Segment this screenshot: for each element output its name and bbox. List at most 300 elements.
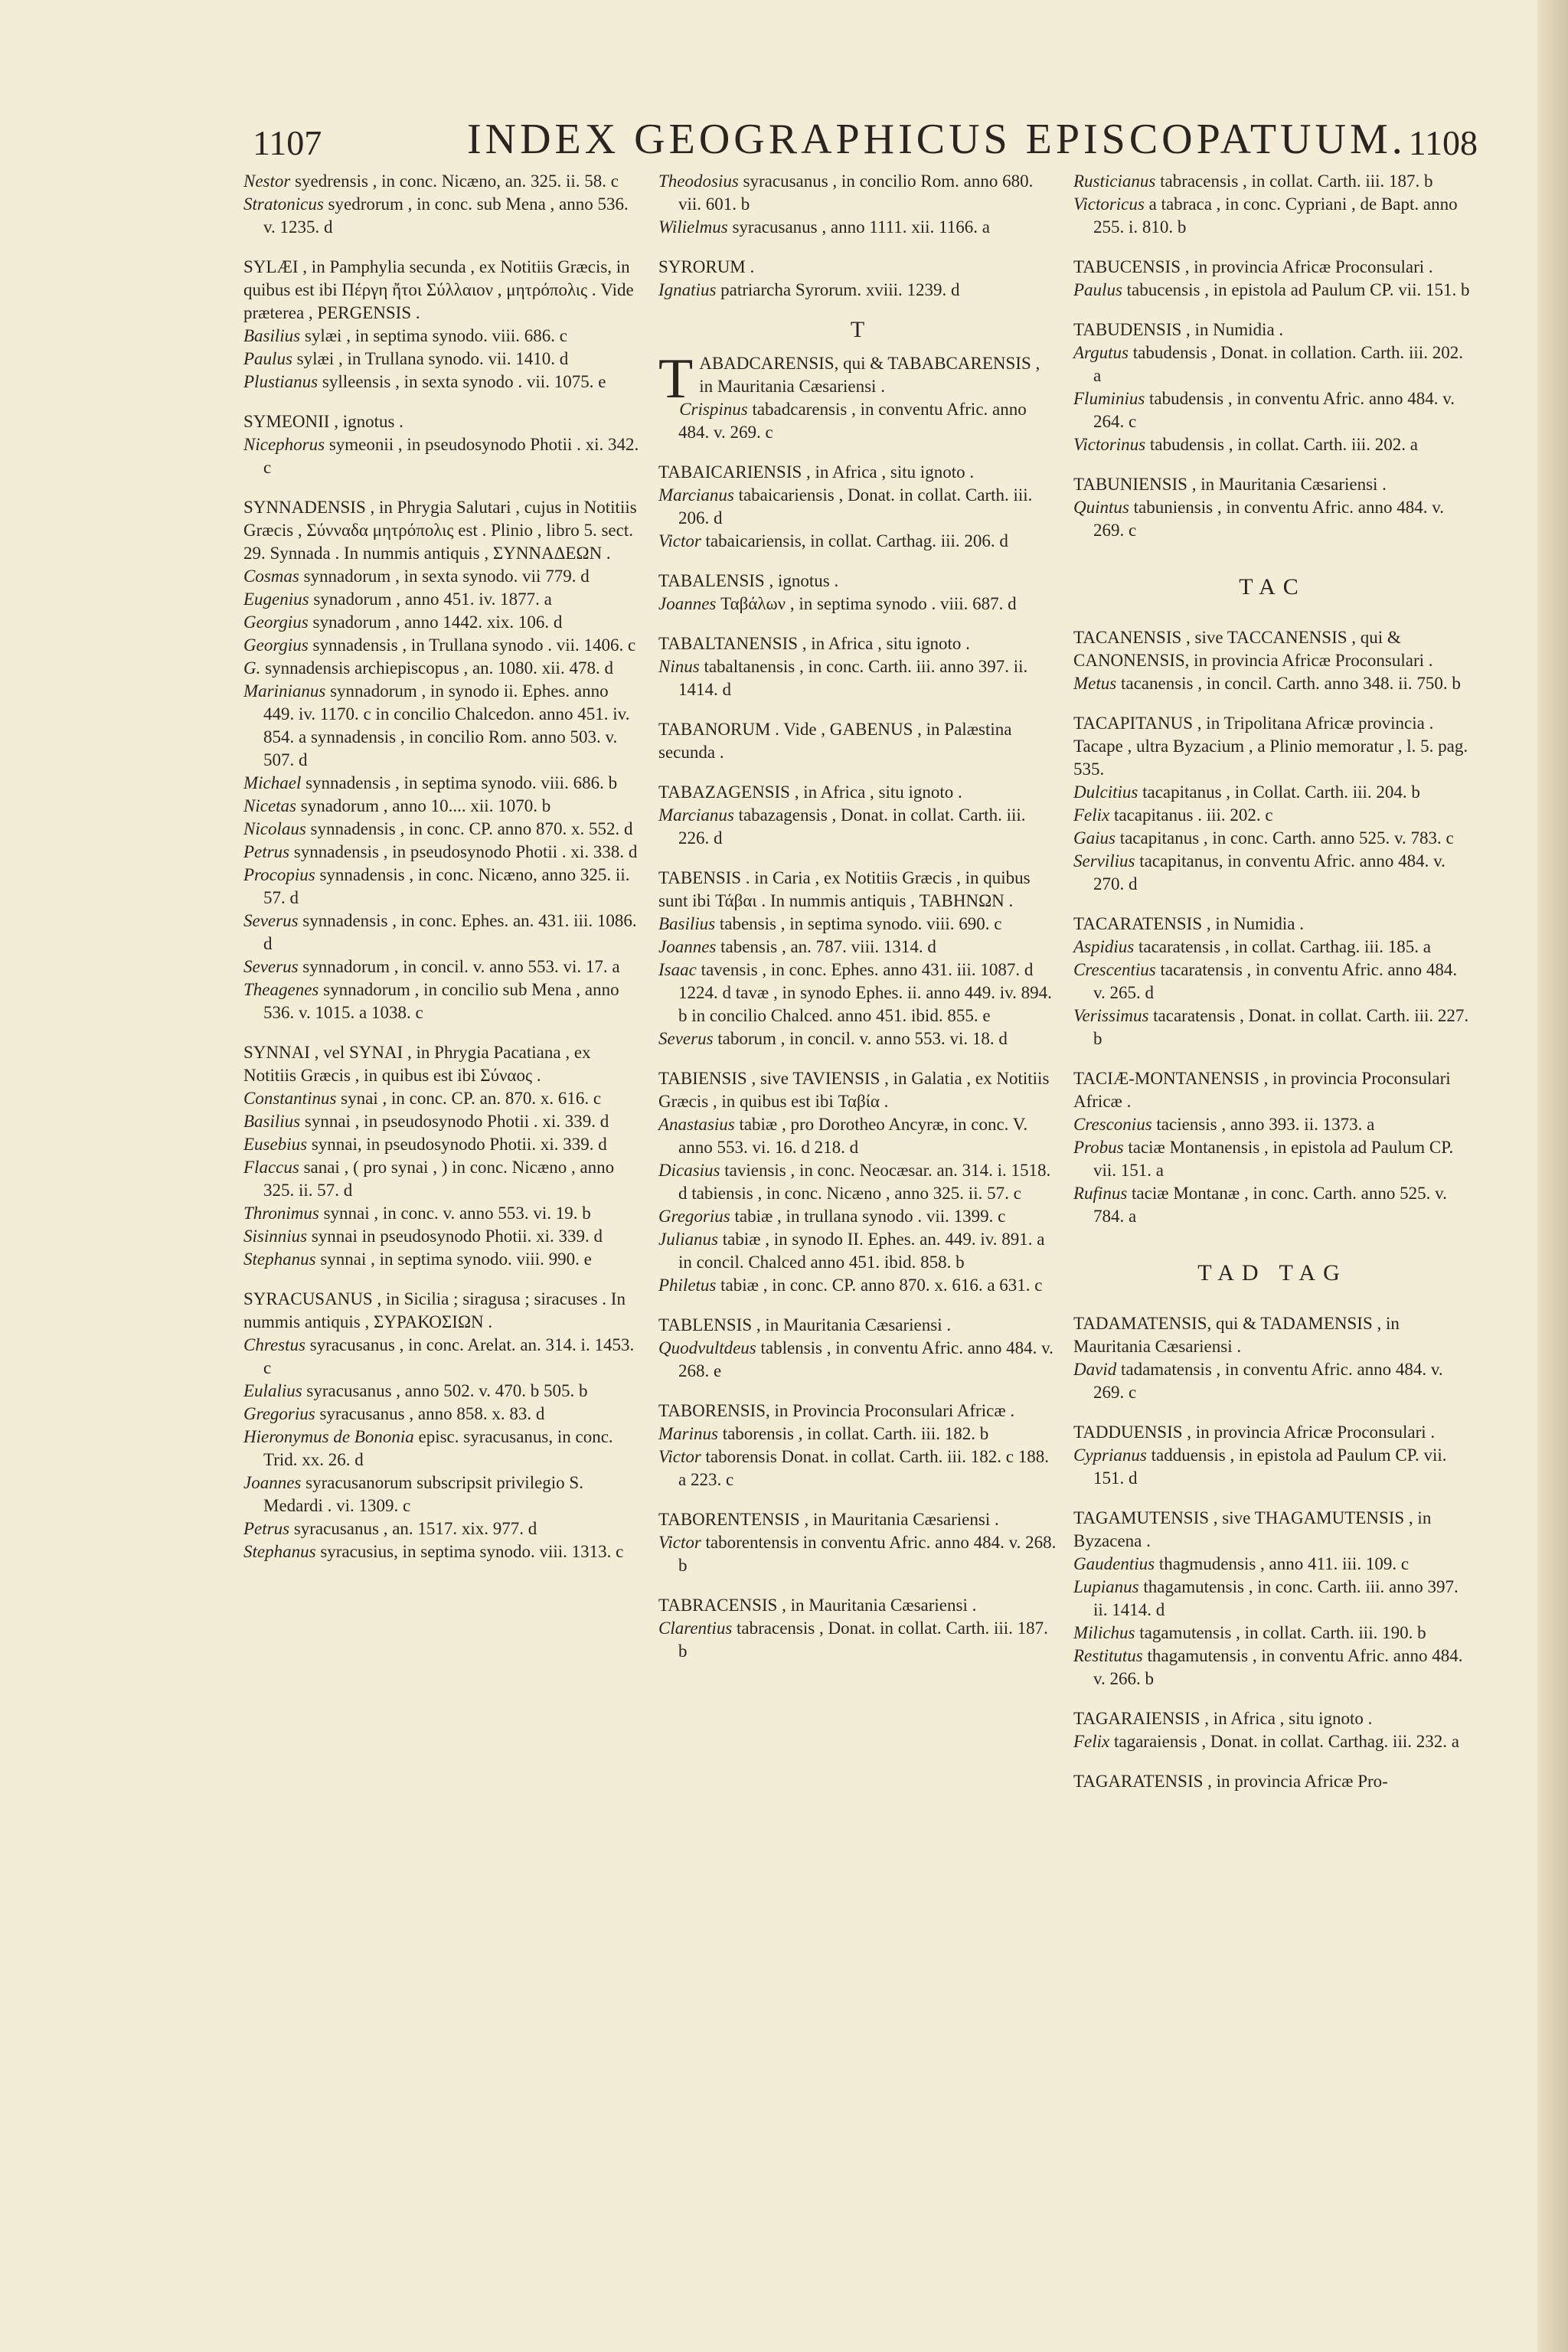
- bishop-citation: [658, 530, 1057, 553]
- citation-text: sanai , ( pro synai , ) in conc. Nicæno , anno 325. ii. 57. d: [263, 1158, 615, 1200]
- bishop-name: Fluminius: [1073, 389, 1145, 408]
- bishop-citation: [658, 1531, 1057, 1577]
- bishop-citation: [243, 1334, 642, 1380]
- citation-text: synnai, in pseudosynodo Photii. xi. 339. d: [307, 1135, 607, 1154]
- citation-text: tacanensis , in concil. Carth. anno 348. ii. 750. b: [1116, 674, 1461, 693]
- bishop-citation: [243, 193, 642, 239]
- entry-heading-text: SYRORUM .: [658, 257, 755, 276]
- bishop-name: Marinus: [658, 1424, 718, 1443]
- citation-text: synnadorum , in concil. v. anno 553. vi. 17. a: [298, 957, 620, 976]
- bishop-name: Joannes: [658, 594, 717, 613]
- bishop-citation: [658, 1027, 1057, 1050]
- citation-text: syedrorum , in conc. sub Mena , anno 536. v. 1235. d: [263, 194, 629, 237]
- bishop-name: Crispinus: [679, 400, 748, 419]
- citation-text: synnadensis archiepiscopus , an. 1080. xii. 478. d: [260, 658, 613, 678]
- citation-text: taciæ Montanæ , in conc. Carth. anno 525. v. 784. a: [1093, 1184, 1447, 1226]
- bishop-name: Hieronymus de Bononia: [243, 1427, 414, 1446]
- entry-headword: [658, 570, 1057, 593]
- bishop-name: Anastasius: [658, 1115, 735, 1134]
- citation-text: Ταβάλων , in septima synodo . viii. 687. d: [716, 594, 1017, 613]
- citation-text: synnadorum , in synodo ii. Ephes. anno 449. iv. 1170. c in concilio Chalcedon. anno 451. iv. 854. a synnadensis , in concilio Rom. anno 503. v. 507. d: [263, 681, 630, 769]
- bishop-name: Petrus: [243, 842, 290, 861]
- index-entry: [658, 170, 1057, 239]
- citation-text: tabudensis , Donat. in collation. Carth. iii. 202. a: [1093, 343, 1463, 385]
- citation-text: synnadensis , in conc. Nicæno, anno 325. ii. 57. d: [263, 865, 630, 907]
- citation-text: thagamutensis , in conc. Carth. iii. anno 397. ii. 1414. d: [1093, 1577, 1459, 1619]
- bishop-citation: [243, 348, 642, 371]
- bishop-name: Victor: [658, 531, 701, 550]
- bishop-name: Lupianus: [1073, 1577, 1139, 1596]
- bishop-citation: [243, 1403, 642, 1426]
- entry-headword: [1073, 318, 1472, 341]
- section-heading: TAD TAG: [1197, 1260, 1348, 1285]
- entry-heading-text: TABUCENSIS , in provincia Africæ Proconsulari .: [1073, 257, 1433, 276]
- index-entry: [243, 410, 642, 479]
- entry-heading-text: SYNNADENSIS , in Phrygia Salutari , cujus in Notitiis Græcis , Σύνναδα μητρόπολις est . Plinio , libro 5. sect. 29. Synnada . In nummis antiquis , ΣΥΝΝΑΔΕΩΝ .: [243, 498, 637, 563]
- citation-text: syracusanorum subscripsit privilegio S. Medardi . vi. 1309. c: [263, 1473, 583, 1515]
- bishop-citation: [1073, 341, 1472, 387]
- bishop-citation: [243, 371, 642, 394]
- bishop-citation: [243, 978, 642, 1024]
- bishop-citation: [243, 818, 642, 841]
- entry-headword: [658, 1508, 1057, 1531]
- bishop-citation: [243, 1426, 642, 1472]
- entry-heading-text: TABAZAGENSIS , in Africa , situ ignoto .: [658, 782, 962, 802]
- bishop-name: Michael: [243, 773, 302, 792]
- bishop-citation: [658, 1337, 1057, 1383]
- index-entry: [658, 867, 1057, 1050]
- citation-text: syracusius, in septima synodo. viii. 1313. c: [315, 1542, 624, 1561]
- entry-headword: [1073, 1770, 1472, 1793]
- citation-text: synnadensis , in pseudosynodo Photii . xi. 338. d: [289, 842, 638, 861]
- index-entry: [1073, 1421, 1472, 1490]
- citation-text: synnadensis , in conc. Ephes. an. 431. iii. 1086. d: [263, 911, 637, 953]
- bishop-citation: [243, 1225, 642, 1248]
- entry-headword: [1073, 913, 1472, 936]
- citation-text: synnadensis , in conc. CP. anno 870. x. 552. d: [305, 819, 633, 838]
- bishop-citation: [243, 1517, 642, 1540]
- entry-heading-text: TABLENSIS , in Mauritania Cæsariensi .: [658, 1315, 952, 1334]
- bishop-name: Wilielmus: [658, 217, 728, 237]
- citation-text: synnadensis , in septima synodo. viii. 686. b: [301, 773, 618, 792]
- index-entry: [243, 256, 642, 394]
- bishop-name: Restitutus: [1073, 1646, 1143, 1665]
- bishop-citation: [658, 936, 1057, 959]
- index-entry: [243, 1041, 642, 1271]
- entry-headword: [1073, 256, 1472, 279]
- entry-heading-text: TACIÆ-MONTANENSIS , in provincia Proconsulari Africæ .: [1073, 1069, 1451, 1111]
- index-entry: [1073, 1770, 1472, 1793]
- bishop-citation: [658, 1274, 1057, 1297]
- index-column-1: [243, 170, 642, 1580]
- citation-text: tabiæ , pro Dorotheo Ancyræ, in conc. V. anno 553. vi. 16. d 218. d: [678, 1115, 1028, 1157]
- entry-heading-text: SYRACUSANUS , in Sicilia ; siragusa ; siracuses . In nummis antiquis , ΣΥΡΑΚΟΣΙΩΝ .: [243, 1289, 626, 1331]
- entry-headword: [1073, 1312, 1472, 1358]
- entry-headword: [243, 256, 642, 325]
- bishop-name: Rusticianus: [1073, 172, 1156, 191]
- entry-heading-text: TABAICARIENSIS , in Africa , situ ignoto .: [658, 462, 975, 482]
- entry-headword: [243, 1041, 642, 1087]
- index-entry: [658, 1400, 1057, 1491]
- bishop-citation: [243, 795, 642, 818]
- running-header: [253, 115, 1478, 168]
- bishop-name: G.: [243, 658, 261, 678]
- bishop-name: Isaac: [658, 960, 697, 979]
- bishop-name: Rufinus: [1073, 1184, 1128, 1203]
- bishop-name: Victor: [658, 1533, 701, 1552]
- citation-text: tacapitanus . iii. 202. c: [1109, 805, 1273, 825]
- bishop-name: Nicetas: [243, 796, 296, 815]
- drop-cap-letter: T: [658, 348, 694, 410]
- citation-text: tabracensis , in collat. Carth. iii. 187. b: [1155, 172, 1433, 191]
- entry-heading-text: TACAPITANUS , in Tripolitana Africæ provincia . Tacape , ultra Byzacium , a Plinio memoratur , l. 5. pag. 535.: [1073, 714, 1468, 779]
- bishop-citation: [1073, 672, 1472, 695]
- citation-text: tacaratensis , Donat. in collat. Carth. iii. 227. b: [1093, 1006, 1469, 1048]
- index-entry: [1073, 1707, 1472, 1753]
- citation-text: patriarcha Syrorum. xviii. 1239. d: [716, 280, 960, 299]
- bishop-citation: [243, 1540, 642, 1563]
- citation-text: thagmudensis , anno 411. iii. 109. c: [1155, 1554, 1410, 1573]
- bishop-citation: [243, 772, 642, 795]
- entry-headword: [1073, 1707, 1472, 1730]
- bishop-citation: [1073, 1645, 1472, 1690]
- bishop-name: Paulus: [1073, 280, 1122, 299]
- entry-headword: [658, 1067, 1057, 1113]
- entry-heading-text: TABRACENSIS , in Mauritania Cæsariensi .: [658, 1596, 977, 1615]
- bishop-name: Cyprianus: [1073, 1446, 1147, 1465]
- index-entry: [658, 570, 1057, 616]
- bishop-name: Procopius: [243, 865, 315, 884]
- citation-text: synnai in pseudosynodo Photii. xi. 339. d: [307, 1227, 603, 1246]
- bishop-citation: [1073, 1358, 1472, 1404]
- citation-text: taborensis Donat. in collat. Carth. iii. 182. c 188. a 223. c: [678, 1447, 1049, 1489]
- citation-text: tabuniensis , in conventu Afric. anno 484. v. 269. c: [1093, 498, 1445, 540]
- citation-text: synnadorum , in concilio sub Mena , anno 536. v. 1015. a 1038. c: [263, 980, 619, 1022]
- bishop-citation: [243, 1202, 642, 1225]
- entry-heading-text: TACANENSIS , sive TACCANENSIS , qui & CANONENSIS, in provincia Africæ Proconsulari .: [1073, 628, 1433, 670]
- bishop-citation: [658, 1159, 1057, 1205]
- bishop-citation: [1073, 1113, 1472, 1136]
- citation-text: tabensis , an. 787. viii. 1314. d: [716, 937, 936, 956]
- citation-text: synadorum , anno 1442. xix. 106. d: [308, 612, 563, 632]
- bishop-name: Stephanus: [243, 1542, 316, 1561]
- bishop-citation: [658, 170, 1057, 216]
- citation-text: synadorum , anno 451. iv. 1877. a: [309, 590, 552, 609]
- bishop-citation: [243, 1087, 642, 1110]
- bishop-citation: [1073, 193, 1472, 239]
- citation-text: syracusanus , anno 502. v. 470. b 505. b: [302, 1381, 588, 1400]
- citation-text: thagamutensis , in conventu Afric. anno 484. v. 266. b: [1093, 1646, 1463, 1688]
- bishop-citation: [243, 1472, 642, 1517]
- bishop-name: Nicolaus: [243, 819, 306, 838]
- bishop-name: Probus: [1073, 1138, 1124, 1157]
- entry-heading-text: SYLÆI , in Pamphylia secunda , ex Notitiis Græcis, in quibus est ibi Πέργη ἤτοι Σύλλαιον , μητρόπολις . Vide præterea , PERGENSIS .: [243, 257, 634, 322]
- bishop-name: Chrestus: [243, 1335, 305, 1354]
- entry-heading-text: TACARATENSIS , in Numidia .: [1073, 914, 1304, 933]
- bishop-name: Eugenius: [243, 590, 309, 609]
- index-entry: [1073, 256, 1472, 302]
- citation-text: tabiæ , in synodo II. Ephes. an. 449. iv. 891. a in concil. Chalced anno 451. ibid. 858. b: [678, 1230, 1045, 1272]
- citation-text: sylæi , in Trullana synodo. vii. 1410. d: [292, 349, 569, 368]
- bishop-name: Milichus: [1073, 1623, 1135, 1642]
- citation-text: a tabraca , in conc. Cypriani , de Bapt. anno 255. i. 810. b: [1093, 194, 1458, 237]
- citation-text: tabadcarensis , in conventu Afric. anno 484. v. 269. c: [678, 400, 1027, 442]
- bishop-citation: [243, 956, 642, 978]
- entry-heading-text: TAGAMUTENSIS , sive THAGAMUTENSIS , in Byzacena .: [1073, 1508, 1432, 1550]
- bishop-citation: [1073, 850, 1472, 896]
- index-entry: [1073, 1067, 1472, 1228]
- bishop-citation: [243, 634, 642, 657]
- bishop-name: Marcianus: [658, 485, 734, 505]
- entry-headword: [1073, 712, 1472, 781]
- bishop-citation: [1073, 781, 1472, 804]
- bishop-citation: [658, 398, 1057, 444]
- bishop-name: Quintus: [1073, 498, 1129, 517]
- bishop-name: Verissimus: [1073, 1006, 1149, 1025]
- bishop-name: Ignatius: [658, 280, 717, 299]
- citation-text: tabiæ , in conc. CP. anno 870. x. 616. a 631. c: [716, 1276, 1043, 1295]
- bishop-name: Cresconius: [1073, 1115, 1152, 1134]
- citation-text: tabucensis , in epistola ad Paulum CP. vii. 151. b: [1122, 280, 1470, 299]
- bishop-name: Clarentius: [658, 1619, 733, 1638]
- bishop-name: Felix: [1073, 1732, 1110, 1751]
- bishop-name: Flaccus: [243, 1158, 299, 1177]
- citation-text: tacapitanus , in conc. Carth. anno 525. v. 783. c: [1115, 828, 1454, 848]
- bishop-name: Eulalius: [243, 1381, 302, 1400]
- bishop-citation: [658, 913, 1057, 936]
- entry-heading-text: TABORENTENSIS , in Mauritania Cæsariensi .: [658, 1510, 999, 1529]
- entry-heading-text: TABALENSIS , ignotus .: [658, 571, 839, 590]
- bishop-citation: [243, 910, 642, 956]
- entry-heading-text: TABALTANENSIS , in Africa , situ ignoto .: [658, 634, 970, 653]
- citation-text: syracusanus , anno 858. x. 83. d: [315, 1404, 545, 1423]
- entry-headword: [658, 1314, 1057, 1337]
- citation-text: synnai , in conc. v. anno 553. vi. 19. b: [318, 1204, 591, 1223]
- bishop-name: Marcianus: [658, 805, 734, 825]
- bishop-name: Eusebius: [243, 1135, 308, 1154]
- bishop-name: Joannes: [243, 1473, 302, 1492]
- bishop-citation: [658, 593, 1057, 616]
- index-entry: [1073, 913, 1472, 1050]
- citation-text: synnai , in septima synodo. viii. 990. e: [315, 1250, 592, 1269]
- bishop-citation: [243, 588, 642, 611]
- bishop-name: Stephanus: [243, 1250, 316, 1269]
- bishop-name: Dicasius: [658, 1161, 720, 1180]
- bishop-citation: [658, 1446, 1057, 1491]
- citation-text: tabudensis , in conventu Afric. anno 484. v. 264. c: [1093, 389, 1455, 431]
- entry-headword: [1073, 473, 1472, 496]
- bishop-name: Severus: [243, 957, 299, 976]
- bishop-citation: [658, 1423, 1057, 1446]
- bishop-citation: [243, 170, 642, 193]
- bishop-name: Victorinus: [1073, 435, 1146, 454]
- bishop-name: Philetus: [658, 1276, 717, 1295]
- entry-heading-text: SYMEONII , ignotus .: [243, 412, 403, 431]
- bishop-name: Marinianus: [243, 681, 326, 701]
- bishop-name: Cosmas: [243, 567, 299, 586]
- bishop-citation: [1073, 496, 1472, 542]
- bishop-name: Felix: [1073, 805, 1110, 825]
- entry-heading-text: ABADCARENSIS, qui & TABABCARENSIS , in Mauritania Cæsariensi .: [699, 354, 1040, 396]
- index-entry: [1073, 1312, 1472, 1404]
- citation-text: taviensis , in conc. Neocæsar. an. 314. i. 1518. d tabiensis , in conc. Nicæno , anno 325. ii. 57. c: [678, 1161, 1051, 1203]
- bishop-citation: [1073, 433, 1472, 456]
- bishop-citation: [243, 325, 642, 348]
- entry-headword: [658, 718, 1057, 764]
- index-entry: [658, 256, 1057, 302]
- bishop-name: Theodosius: [658, 172, 739, 191]
- bishop-name: Argutus: [1073, 343, 1129, 362]
- index-entry: [1073, 1507, 1472, 1690]
- index-entry: [658, 1508, 1057, 1577]
- bishop-citation: [243, 1110, 642, 1133]
- citation-text: tadduensis , in epistola ad Paulum CP. vii. 151. d: [1093, 1446, 1447, 1488]
- citation-text: tabudensis , in collat. Carth. iii. 202. a: [1145, 435, 1418, 454]
- citation-text: tabiæ , in trullana synodo . vii. 1399. c: [730, 1207, 1006, 1226]
- bishop-citation: [658, 279, 1057, 302]
- bishop-citation: [1073, 1182, 1472, 1228]
- citation-text: tablensis , in conventu Afric. anno 484. v. 268. e: [678, 1338, 1054, 1380]
- entry-heading-text: TABANORUM . Vide , GABENUS , in Palæstina secunda .: [658, 720, 1012, 762]
- index-entry: [1073, 473, 1472, 542]
- bishop-name: Severus: [658, 1029, 714, 1048]
- bishop-name: Joannes: [658, 937, 717, 956]
- entry-heading-text: TAGARAIENSIS , in Africa , situ ignoto .: [1073, 1709, 1373, 1728]
- bishop-citation: [658, 804, 1057, 850]
- index-column-3: [1073, 170, 1472, 1810]
- index-entry: [243, 496, 642, 1024]
- bishop-citation: [243, 1133, 642, 1156]
- bishop-name: Thronimus: [243, 1204, 319, 1223]
- page-number-left: 1107: [253, 123, 322, 162]
- citation-text: synnadorum , in sexta synodo. vii 779. d: [299, 567, 590, 586]
- bishop-citation: [243, 1248, 642, 1271]
- index-column-2: [658, 170, 1057, 1680]
- entry-heading-text: TAGARATENSIS , in provincia Africæ Pro-: [1073, 1772, 1388, 1791]
- citation-text: symeonii , in pseudosynodo Photii . xi. 342. c: [263, 435, 639, 477]
- bishop-name: Crescentius: [1073, 960, 1156, 979]
- citation-text: tabaltanensis , in conc. Carth. iii. anno 397. ii. 1414. d: [678, 657, 1028, 699]
- citation-text: syracusanus , in concilio Rom. anno 680. vii. 601. b: [678, 172, 1034, 214]
- bishop-name: Basilius: [243, 1112, 301, 1131]
- entry-headword: [1073, 1507, 1472, 1553]
- bishop-name: Nicephorus: [243, 435, 325, 454]
- citation-text: tagaraiensis , Donat. in collat. Carthag. iii. 232. a: [1109, 1732, 1459, 1751]
- bishop-name: Victor: [658, 1447, 701, 1466]
- bishop-name: Severus: [243, 911, 299, 930]
- bishop-citation: [658, 959, 1057, 1027]
- index-entry: [243, 1288, 642, 1563]
- bishop-citation: [243, 611, 642, 634]
- citation-text: taborentensis in conventu Afric. anno 484. v. 268. b: [678, 1533, 1057, 1575]
- bishop-citation: [1073, 804, 1472, 827]
- bishop-name: Quodvultdeus: [658, 1338, 756, 1357]
- citation-text: tabazagensis , Donat. in collat. Carth. iii. 226. d: [678, 805, 1026, 848]
- page-number-right: 1108: [1408, 123, 1478, 162]
- bishop-citation: [1073, 1730, 1472, 1753]
- bishop-citation: [243, 864, 642, 910]
- entry-heading-text: TABIENSIS , sive TAVIENSIS , in Galatia , ex Notitiis Græcis , in quibus est ibi Ταβία .: [658, 1069, 1050, 1111]
- citation-text: synai , in conc. CP. an. 870. x. 616. c: [336, 1089, 602, 1108]
- bishop-citation: [658, 484, 1057, 530]
- entry-heading-text: TABUNIENSIS , in Mauritania Cæsariensi .: [1073, 475, 1387, 494]
- bishop-citation: [658, 1617, 1057, 1663]
- index-entry: [658, 461, 1057, 553]
- citation-text: tacapitanus, in conventu Afric. anno 484. v. 270. d: [1093, 851, 1446, 893]
- bishop-citation: [1073, 1004, 1472, 1050]
- bishop-citation: [1073, 827, 1472, 850]
- bishop-citation: [658, 1228, 1057, 1274]
- bishop-citation: [658, 1205, 1057, 1228]
- citation-text: syracusanus , in conc. Arelat. an. 314. i. 1453. c: [263, 1335, 635, 1377]
- bishop-citation: [243, 680, 642, 772]
- bishop-name: Nestor: [243, 172, 291, 191]
- bishop-name: Gaius: [1073, 828, 1116, 848]
- bishop-citation: [1073, 1553, 1472, 1576]
- entry-heading-text: TADAMATENSIS, qui & TADAMENSIS , in Mauritania Cæsariensi .: [1073, 1314, 1400, 1356]
- bishop-name: Petrus: [243, 1519, 290, 1538]
- bishop-name: Paulus: [243, 349, 292, 368]
- citation-text: taciensis , anno 393. ii. 1373. a: [1152, 1115, 1375, 1134]
- citation-text: tacaratensis , in collat. Carthag. iii. 185. a: [1134, 937, 1431, 956]
- bishop-citation: [243, 1380, 642, 1403]
- citation-text: synnai , in pseudosynodo Photii . xi. 339. d: [300, 1112, 609, 1131]
- bishop-name: Aspidius: [1073, 937, 1135, 956]
- bishop-citation: [1073, 279, 1472, 302]
- citation-text: tadamatensis , in conventu Afric. anno 484. v. 269. c: [1093, 1360, 1443, 1402]
- bishop-citation: [1073, 170, 1472, 193]
- entry-headword: [243, 496, 642, 565]
- bishop-name: Theagenes: [243, 980, 319, 999]
- index-entry: [658, 1067, 1057, 1297]
- bishop-citation: [658, 655, 1057, 701]
- index-entry: [658, 632, 1057, 701]
- entry-headword: [658, 867, 1057, 913]
- bishop-name: Stratonicus: [243, 194, 324, 214]
- citation-text: tabaicariensis , Donat. in collat. Carth. iii. 206. d: [678, 485, 1033, 528]
- citation-text: taborum , in concil. v. anno 553. vi. 18. d: [713, 1029, 1008, 1048]
- bishop-citation: [1073, 936, 1472, 959]
- index-entry: [658, 348, 1057, 444]
- bishop-name: Georgius: [243, 612, 309, 632]
- bishop-citation: [658, 1113, 1057, 1159]
- bishop-name: Gaudentius: [1073, 1554, 1155, 1573]
- bishop-citation: [1073, 1444, 1472, 1490]
- bishop-name: Basilius: [243, 326, 301, 345]
- index-entry: [243, 170, 642, 239]
- bishop-name: David: [1073, 1360, 1117, 1379]
- citation-text: syedrensis , in conc. Nicæno, an. 325. ii. 58. c: [290, 172, 619, 191]
- entry-headword: [243, 1288, 642, 1334]
- bishop-citation: [243, 841, 642, 864]
- citation-text: tagamutensis , in collat. Carth. iii. 190. b: [1135, 1623, 1426, 1642]
- entry-headword: [658, 256, 1057, 279]
- bishop-name: Metus: [1073, 674, 1117, 693]
- entry-headword: [243, 410, 642, 433]
- bishop-name: Servilius: [1073, 851, 1135, 871]
- citation-text: syracusanus , an. 1517. xix. 977. d: [289, 1519, 537, 1538]
- citation-text: tabracensis , Donat. in collat. Carth. iii. 187. b: [678, 1619, 1048, 1661]
- bishop-citation: [1073, 387, 1472, 433]
- entry-headword: [658, 632, 1057, 655]
- citation-text: syracusanus , anno 1111. xii. 1166. a: [727, 217, 990, 237]
- entry-heading-text: TABENSIS . in Caria , ex Notitiis Græcis , in quibus sunt ibi Τάβαι . In nummis antiquis , ΤΑΒΗΝΩΝ .: [658, 868, 1031, 910]
- bishop-citation: [1073, 1576, 1472, 1622]
- bishop-name: Gregorius: [243, 1404, 315, 1423]
- bishop-citation: [243, 433, 642, 479]
- bishop-citation: [243, 1156, 642, 1202]
- bishop-name: Plustianus: [243, 372, 318, 391]
